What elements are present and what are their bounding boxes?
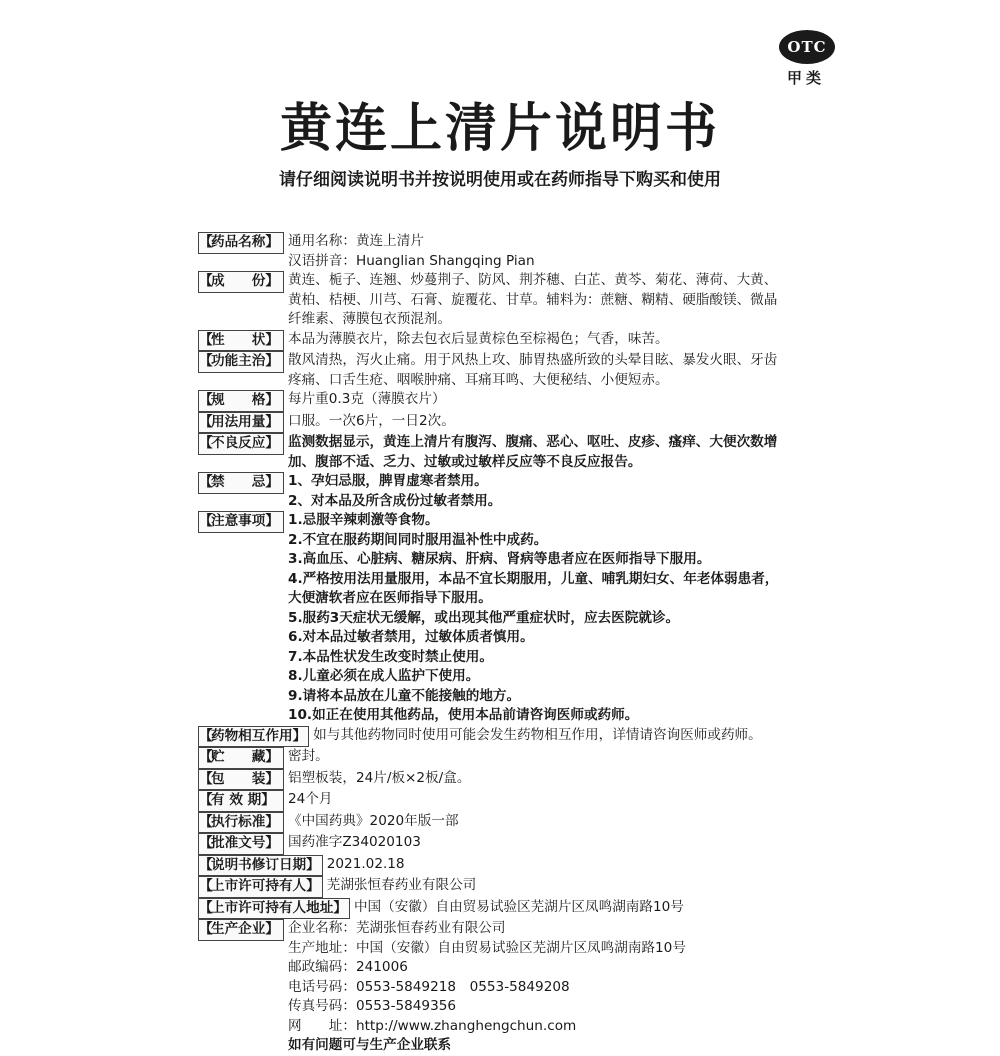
label-validity: 【 有 效 期】 (198, 790, 284, 812)
label-storage: 【 贮 藏】 (198, 747, 284, 769)
precaution-item: 7.本品性状发生改变时禁止使用。 (288, 648, 493, 665)
label-standard: 【 执行标准】 (198, 812, 284, 834)
revision-text: 2021.02.18 (326, 855, 405, 872)
leaflet-body (198, 232, 828, 1056)
section-manufacturer (198, 919, 828, 1056)
precaution-item: 9.请将本品放在儿童不能接触的地方。 (288, 687, 521, 704)
indications-line: 散风清热，泻火止痛。用于风热上攻、肺胃热盛所致的头晕目眩、暴发火眼、牙齿 (288, 352, 778, 368)
otc-class: 甲类 (787, 69, 826, 87)
adverse-line: 监测数据显示，黄连上清片有腹泻、腹痛、恶心、呕吐、皮疹、瘙痒、大便次数增 (288, 434, 778, 450)
pinyin-name: 汉语拼音：Huanglian Shangqing Pian (288, 252, 535, 269)
precaution-item: 6.对本品过敏者禁用，过敏体质者慎用。 (288, 629, 534, 645)
section-holder-address (198, 898, 828, 920)
page-title: 黄连上清片说明书 (279, 99, 720, 159)
specification-text: 每片重0.3克（薄膜衣片） (288, 391, 446, 407)
section-ingredients (198, 271, 828, 330)
precaution-item: 大便溏软者应在医师指导下服用。 (288, 590, 492, 606)
label-holder: 【 上市许可持有人】 (198, 876, 323, 898)
ingredients-line: 黄连、栀子、连翘、炒蔓荆子、防风、荆芥穗、白芷、黄芩、菊花、薄荷、大黄、 (288, 272, 778, 288)
section-indications (198, 351, 828, 390)
label-approval: 【 批准文号】 (198, 833, 284, 855)
manufacturer-line: 传真号码：0553-5849356 (288, 998, 457, 1014)
section-holder (198, 876, 828, 898)
precaution-item: 4.严格按用法用量服用，本品不宜长期服用，儿童、哺乳期妇女、年老体弱患者， (288, 570, 779, 587)
section-interactions (198, 726, 828, 748)
common-name: 通用名称：黄连上清片 (288, 233, 424, 249)
label-manufacturer: 【 生产企业】 (198, 919, 284, 941)
section-standard (198, 812, 828, 834)
section-storage (198, 747, 828, 769)
holder-text: 芜湖张恒春药业有限公司 (326, 877, 477, 893)
label-interactions: 【 药物相互作用】 (198, 726, 309, 748)
indications-line: 疼痛、口舌生疮、咽喉肿痛、耳痛耳鸣、大便秘结、小便短赤。 (288, 371, 669, 388)
precaution-item: 10.如正在使用其他药品，使用本品前请咨询医师或药师。 (288, 707, 639, 723)
manufacturer-line: 企业名称：芜湖张恒春药业有限公司 (288, 920, 506, 936)
section-dosage (198, 412, 828, 434)
dosage-text: 口服。一次6片，一日2次。 (288, 412, 455, 429)
manufacturer-line: 邮政编码：241006 (288, 959, 408, 975)
storage-text: 密封。 (288, 748, 329, 764)
section-specification (198, 390, 828, 412)
section-precautions (198, 511, 828, 726)
precaution-item: 3.高血压、心脏病、糖尿病、肝病、肾病等患者应在医师指导下服用。 (288, 551, 711, 567)
label-indications: 【 功能主治】 (198, 351, 284, 373)
label-properties: 【 性 状】 (198, 330, 284, 352)
section-drug-name (198, 232, 828, 271)
adverse-line: 加、腹部不适、乏力、过敏或过敏样反应等不良反应报告。 (288, 453, 642, 470)
precaution-item: 8.儿童必须在成人监护下使用。 (288, 668, 480, 684)
precaution-item: 5.服药3天症状无缓解，或出现其他严重症状时，应去医院就诊。 (288, 609, 680, 626)
label-holder-address: 【 上市许可持有人地址】 (198, 898, 350, 920)
ingredients-line: 纤维素、薄膜包衣预混剂。 (288, 311, 452, 327)
manufacturer-footer: 如有问题可与生产企业联系 (288, 1037, 452, 1053)
precaution-item: 1.忌服辛辣刺激等食物。 (288, 512, 439, 528)
interactions-text: 如与其他药物同时使用可能会发生药物相互作用，详情请咨询医师或药师。 (313, 726, 762, 743)
page-subtitle: 请仔细阅读说明书并按说明使用或在药师指导下购买和使用 (279, 170, 721, 190)
properties-text: 本品为薄膜衣片，除去包衣后显黄棕色至棕褐色；气香，味苦。 (288, 330, 669, 347)
label-package: 【 包 装】 (198, 769, 284, 791)
section-approval (198, 833, 828, 855)
validity-text: 24个月 (288, 791, 333, 807)
section-adverse (198, 433, 828, 472)
label-contraindications: 【 禁 忌】 (198, 472, 284, 494)
holder-address-text: 中国（安徽）自由贸易试验区芜湖片区凤鸣湖南路10号 (353, 898, 684, 915)
label-specification: 【 规 格】 (198, 390, 284, 412)
contraindication-item: 2、对本品及所含成份过敏者禁用。 (288, 492, 502, 509)
ingredients-line: 黄柏、桔梗、川芎、石膏、旋覆花、甘草。辅料为：蔗糖、糊精、硬脂酸镁、微晶 (288, 291, 778, 308)
otc-badge: OTC (779, 30, 835, 64)
section-revision (198, 855, 828, 877)
standard-text: 《中国药典》2020年版一部 (288, 812, 459, 829)
label-precautions: 【 注意事项】 (198, 511, 284, 533)
manufacturer-line: 电话号码：0553-5849218 0553-5849208 (288, 978, 570, 995)
section-properties (198, 330, 828, 352)
approval-text: 国药准字Z34020103 (288, 834, 421, 850)
section-package (198, 769, 828, 791)
label-adverse: 【 不良反应】 (198, 433, 284, 455)
label-drug-name: 【 药品名称】 (198, 232, 284, 254)
section-contraindications (198, 472, 828, 511)
manufacturer-line: 生产地址：中国（安徽）自由贸易试验区芜湖片区凤鸣湖南路10号 (288, 939, 686, 956)
section-validity (198, 790, 828, 812)
package-text: 铝塑板装，24片/板×2板/盒。 (288, 769, 471, 786)
manufacturer-line: 网 址：http://www.zhanghengchun.com (288, 1017, 577, 1034)
label-ingredients: 【 成 份】 (198, 271, 284, 293)
precaution-item: 2.不宜在服药期间同时服用温补性中成药。 (288, 531, 548, 548)
label-dosage: 【 用法用量】 (198, 412, 284, 434)
label-revision: 【 说明书修订日期】 (198, 855, 323, 877)
contraindication-item: 1、孕妇忌服，脾胃虚寒者禁用。 (288, 473, 488, 489)
